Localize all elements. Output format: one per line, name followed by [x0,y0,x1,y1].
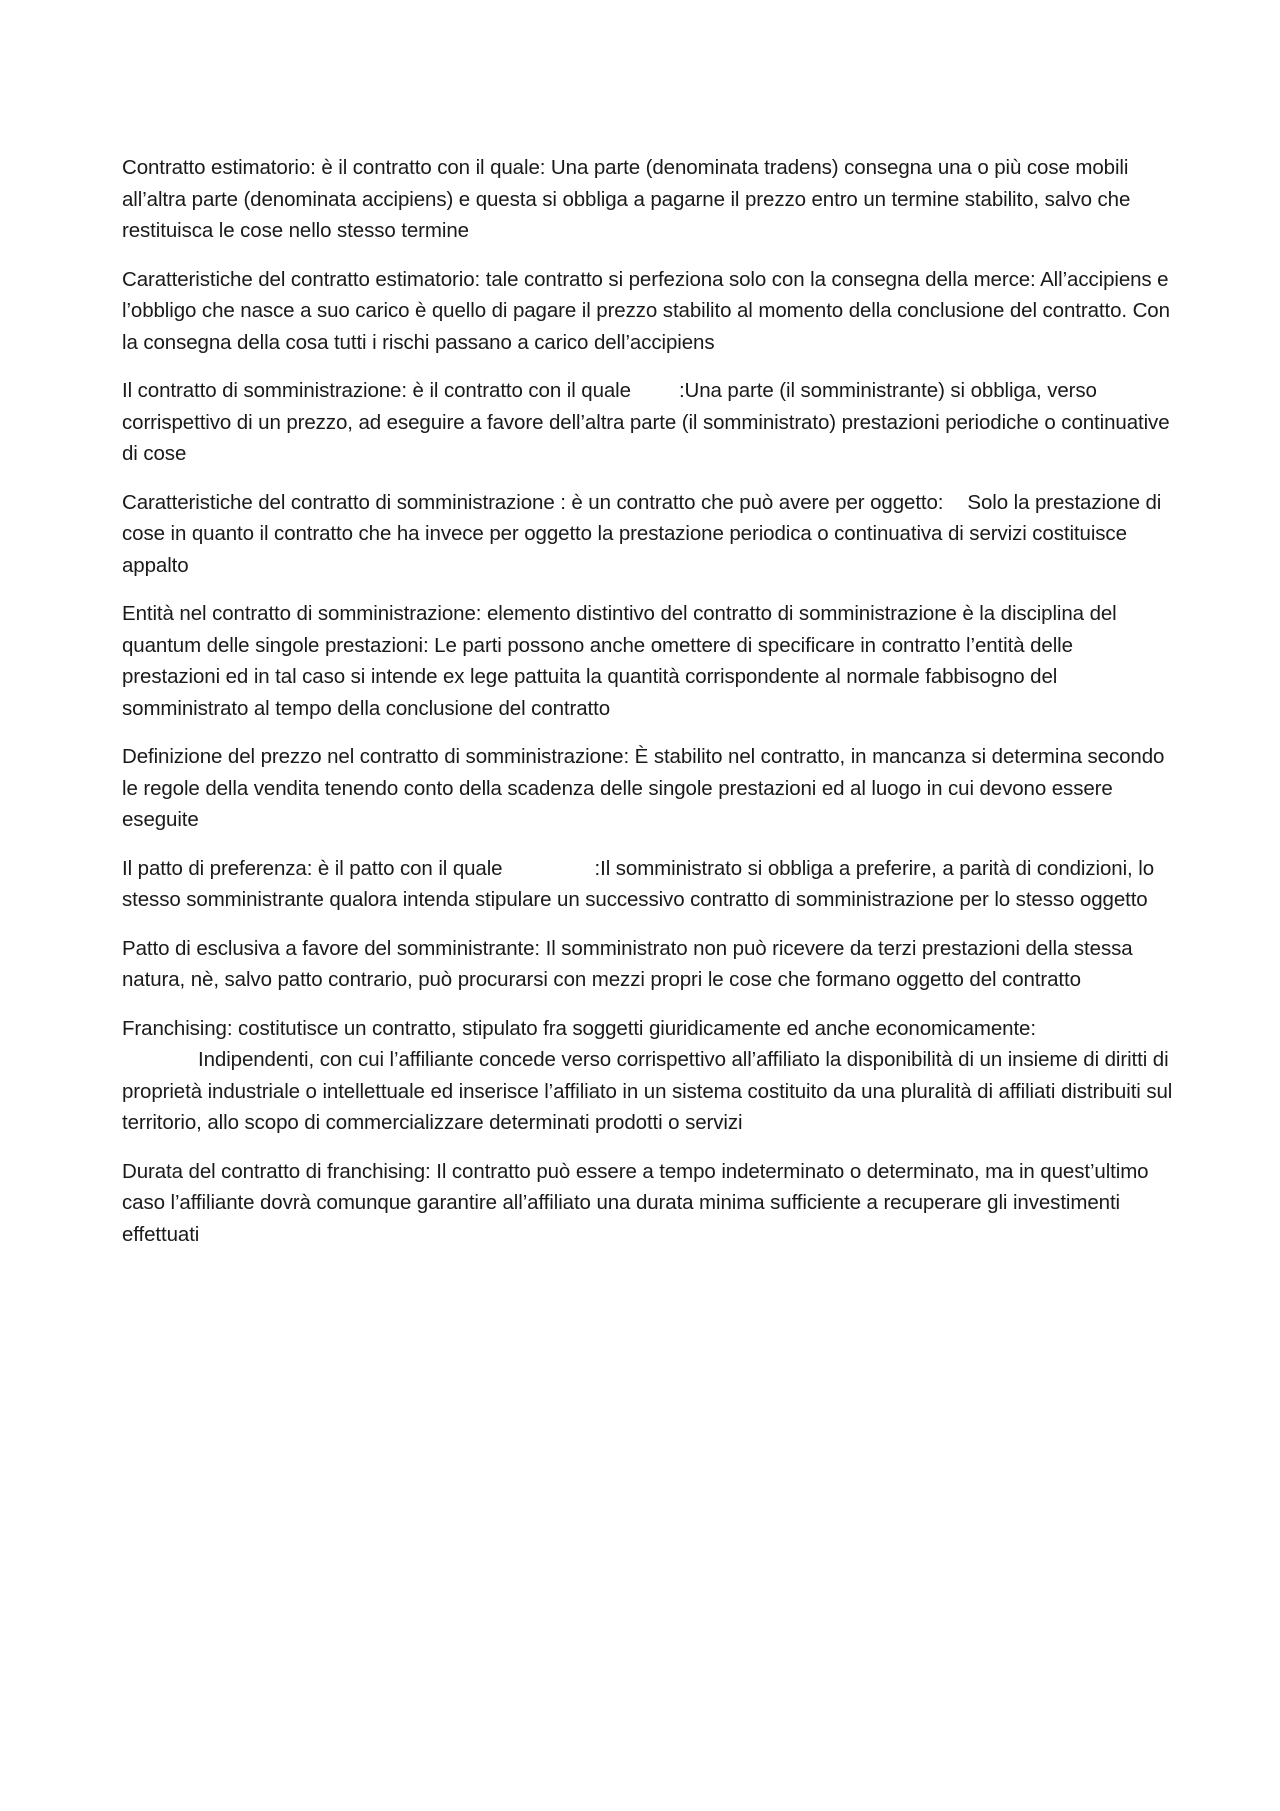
paragraph-caratteristiche-estimatorio [122,264,1174,359]
paragraph-rest: Solo la prestazione di cose in quanto il contratto che ha invece per oggetto la prestazione periodica o continuativa di servizi costituisce appalto [122,490,1162,577]
paragraph-rest: Indipendenti, con cui l’affiliante concede verso corrispettivo all’affiliato la disponibilità di un insieme di diritti di proprietà industriale o intellettuale ed inserisce l’affiliato in un sistema costituito da una pluralità di affiliati distribuiti sul territorio, allo scopo di commercializzare determinati prodotti o servizi [122,1048,1173,1134]
paragraph-rest: :Il somministrato si obbliga a preferire, a parità di condizioni, lo stesso somministrante qualora intenda stipulare un successivo contratto di somministrazione per lo stesso oggetto [122,856,1154,911]
paragraph-entita-somministrazione [122,598,1174,724]
paragraph-lead: Il patto di preferenza: è il patto con il quale [122,856,503,880]
paragraph-text: Patto di esclusiva a favore del somministrante: Il somministrato non può ricevere da terzi prestazioni della stessa natura, nè, salvo patto contrario, può procurarsi con mezzi propri le cose che formano oggetto del contratto [122,936,1133,991]
paragraph-franchising [122,1013,1174,1139]
document-body [122,152,1174,1267]
paragraph-contratto-somministrazione [122,375,1174,470]
paragraph-rest: :Una parte (il somministrante) si obbliga, verso corrispettivo di un prezzo, ad eseguire a favore dell’altra parte (il somministrato) prestazioni periodiche o continuative di cose [122,379,1170,465]
paragraph-lead: Il contratto di somministrazione: è il contratto con il quale [122,379,631,402]
paragraph-patto-esclusiva [122,933,1174,996]
paragraph-text: Durata del contratto di franchising: Il contratto può essere a tempo indeterminato o determinato, ma in quest’ultimo caso l’affiliante dovrà comunque garantire all’affiliato una durata minima sufficiente a recuperare gli investimenti effettuati [122,1159,1149,1246]
paragraph-contratto-estimatorio [122,152,1174,247]
paragraph-lead: Caratteristiche del contratto di somministrazione : è un contratto che può avere per oggetto: [122,490,944,514]
paragraph-text: Entità nel contratto di somministrazione: elemento distintivo del contratto di somministrazione è la disciplina del quantum delle singole prestazioni: Le parti possono anche omettere di specificare in contratto l’entità delle prestazioni ed in tal caso si intende ex lege pattuita la quantità corrispondente al normale fabbisogno del somministrato al tempo della conclusione del contratto [122,602,1117,720]
paragraph-lead: Franchising: costitutisce un contratto, stipulato fra soggetti giuridicamente ed anche economicamente: [122,1016,1036,1040]
paragraph-text: Contratto estimatorio: è il contratto con il quale: Una parte (denominata tradens) consegna una o più cose mobili all’altra parte (denominata accipiens) e questa si obbliga a pagarne il prezzo entro un termine stabilito, salvo che restituisca le cose nello stesso termine [122,156,1131,242]
paragraph-patto-preferenza [122,853,1174,916]
paragraph-definizione-prezzo [122,741,1174,836]
paragraph-text: Definizione del prezzo nel contratto di somministrazione: È stabilito nel contratto, in mancanza si determina secondo le regole della vendita tenendo conto della scadenza delle singole prestazioni ed al luogo in cui devono essere eseguite [122,745,1165,831]
paragraph-durata-franchising [122,1156,1174,1251]
paragraph-text: Caratteristiche del contratto estimatorio: tale contratto si perfeziona solo con la consegna della merce: All’accipiens e l’obbligo che nasce a suo carico è quello di pagare il prezzo stabilito al momento della conclusione del contratto. Con la consegna della cosa tutti i rischi passano a carico dell’accipiens [122,267,1170,354]
paragraph-caratteristiche-somministrazione [122,487,1174,582]
